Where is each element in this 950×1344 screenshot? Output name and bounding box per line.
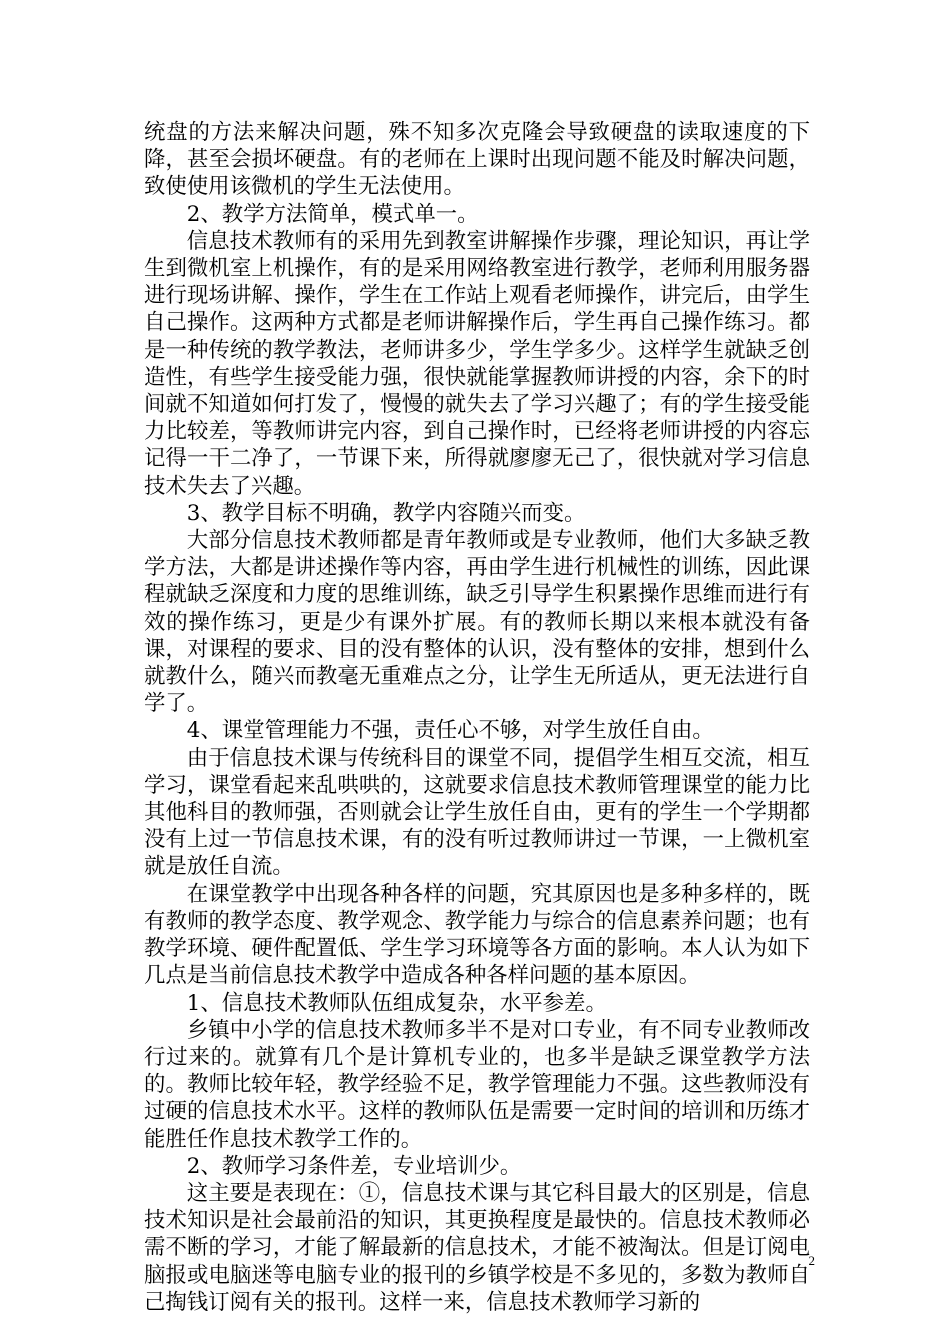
heading-problem-4: 4、课堂管理能力不强，责任心不够，对学生放任自由。 — [186, 718, 714, 744]
document-body — [144, 119, 810, 1316]
paragraph-3: 信息技术教师有的采用先到教室讲解操作步骤，理论知识，再让学生到微机室上机操作，有的是采用网络教室进行教学，老师利用服务器进行现场讲解、操作，学生在工作站上观看老师操作，讲完后，由学生自己操作。这两种方式都是老师讲解操作后，学生再自己操作练习。都是一种传统的教学教法，老师讲多少，学生学多少。这样学生就缺乏创造性，有些学生接受能力强，很快就能掌握教师讲授的内容，余下的时间就不知道如何打发了，慢慢的就失去了学习兴趣了；有的学生接受能力比较差，等教师讲完内容，到自己操作时，已经将老师讲授的内容忘记得一干二净了，一节课下来，所得就廖廖无己了，很快就对学习信息技术失去了兴趣。 — [144, 228, 810, 499]
page-number: 2 — [808, 1253, 815, 1268]
paragraph-10: 乡镇中小学的信息技术教师多半不是对口专业，有不同专业教师改行过来的。就算有几个是计算机专业的，也多半是缺乏课堂教学方法的。教师比较年轻，教学经验不足，教学管理能力不强。这些教师没有过硬的信息技术水平。这样的教师队伍是需要一定时间的培训和历练才能胜任作息技术教学工作的。 — [144, 1017, 810, 1152]
heading-problem-2: 2、教学方法简单，模式单一。 — [186, 201, 479, 227]
paragraph-1: 统盘的方法来解决问题，殊不知多次克隆会导致硬盘的读取速度的下降，甚至会损坏硬盘。有的老师在上课时出现问题不能及时解决问题，致使使用该微机的学生无法使用。 — [144, 120, 810, 200]
heading-cause-2: 2、教师学习条件差，专业培训少。 — [186, 1153, 522, 1179]
heading-problem-3: 3、教学目标不明确，教学内容随兴而变。 — [186, 500, 586, 526]
paragraph-5: 大部分信息技术教师都是青年教师或是专业教师，他们大多缺乏教学方法，大都是讲述操作等内容，再由学生进行机械性的训练，因此课程就缺乏深度和力度的思维训练，缺乏引导学生积累操作思维而进行有效的操作练习，更是少有课外扩展。有的教师长期以来根本就没有备课，对课程的要求、目的没有整体的认识，没有整体的安排，想到什么就教什么，随兴而教毫无重难点之分，让学生无所适从，更无法进行自学了。 — [144, 528, 810, 717]
paragraph-12: 这主要是表现在：①，信息技术课与其它科目最大的区别是，信息技术知识是社会最前沿的知识，其更换程度是最快的。信息技术教师必需不断的学习，才能了解最新的信息技术，才能不被淘汰。但是订阅电脑报或电脑迷等电脑专业的报刊的乡镇学校是不多见的，多数为教师自己掏钱订阅有关的报刊。这样一来，信息技术教师学习新的 — [144, 1180, 810, 1315]
paragraph-7: 由于信息技术课与传统科目的课堂不同，提倡学生相互交流，相互学习，课堂看起来乱哄哄的，这就要求信息技术教师管理课堂的能力比其他科目的教师强，否则就会让学生放任自由，更有的学生一个学期都没有上过一节信息技术课，有的没有听过教师讲过一节课，一上微机室就是放任自流。 — [144, 745, 810, 880]
paragraph-8: 在课堂教学中出现各种各样的问题，究其原因也是多种多样的，既有教师的教学态度、教学观念、教学能力与综合的信息素养问题；也有教学环境、硬件配置低、学生学习环境等各方面的影响。本人认为如下几点是当前信息技术教学中造成各种各样问题的基本原因。 — [144, 881, 810, 989]
heading-cause-1: 1、信息技术教师队伍组成复杂，水平参差。 — [186, 990, 607, 1016]
